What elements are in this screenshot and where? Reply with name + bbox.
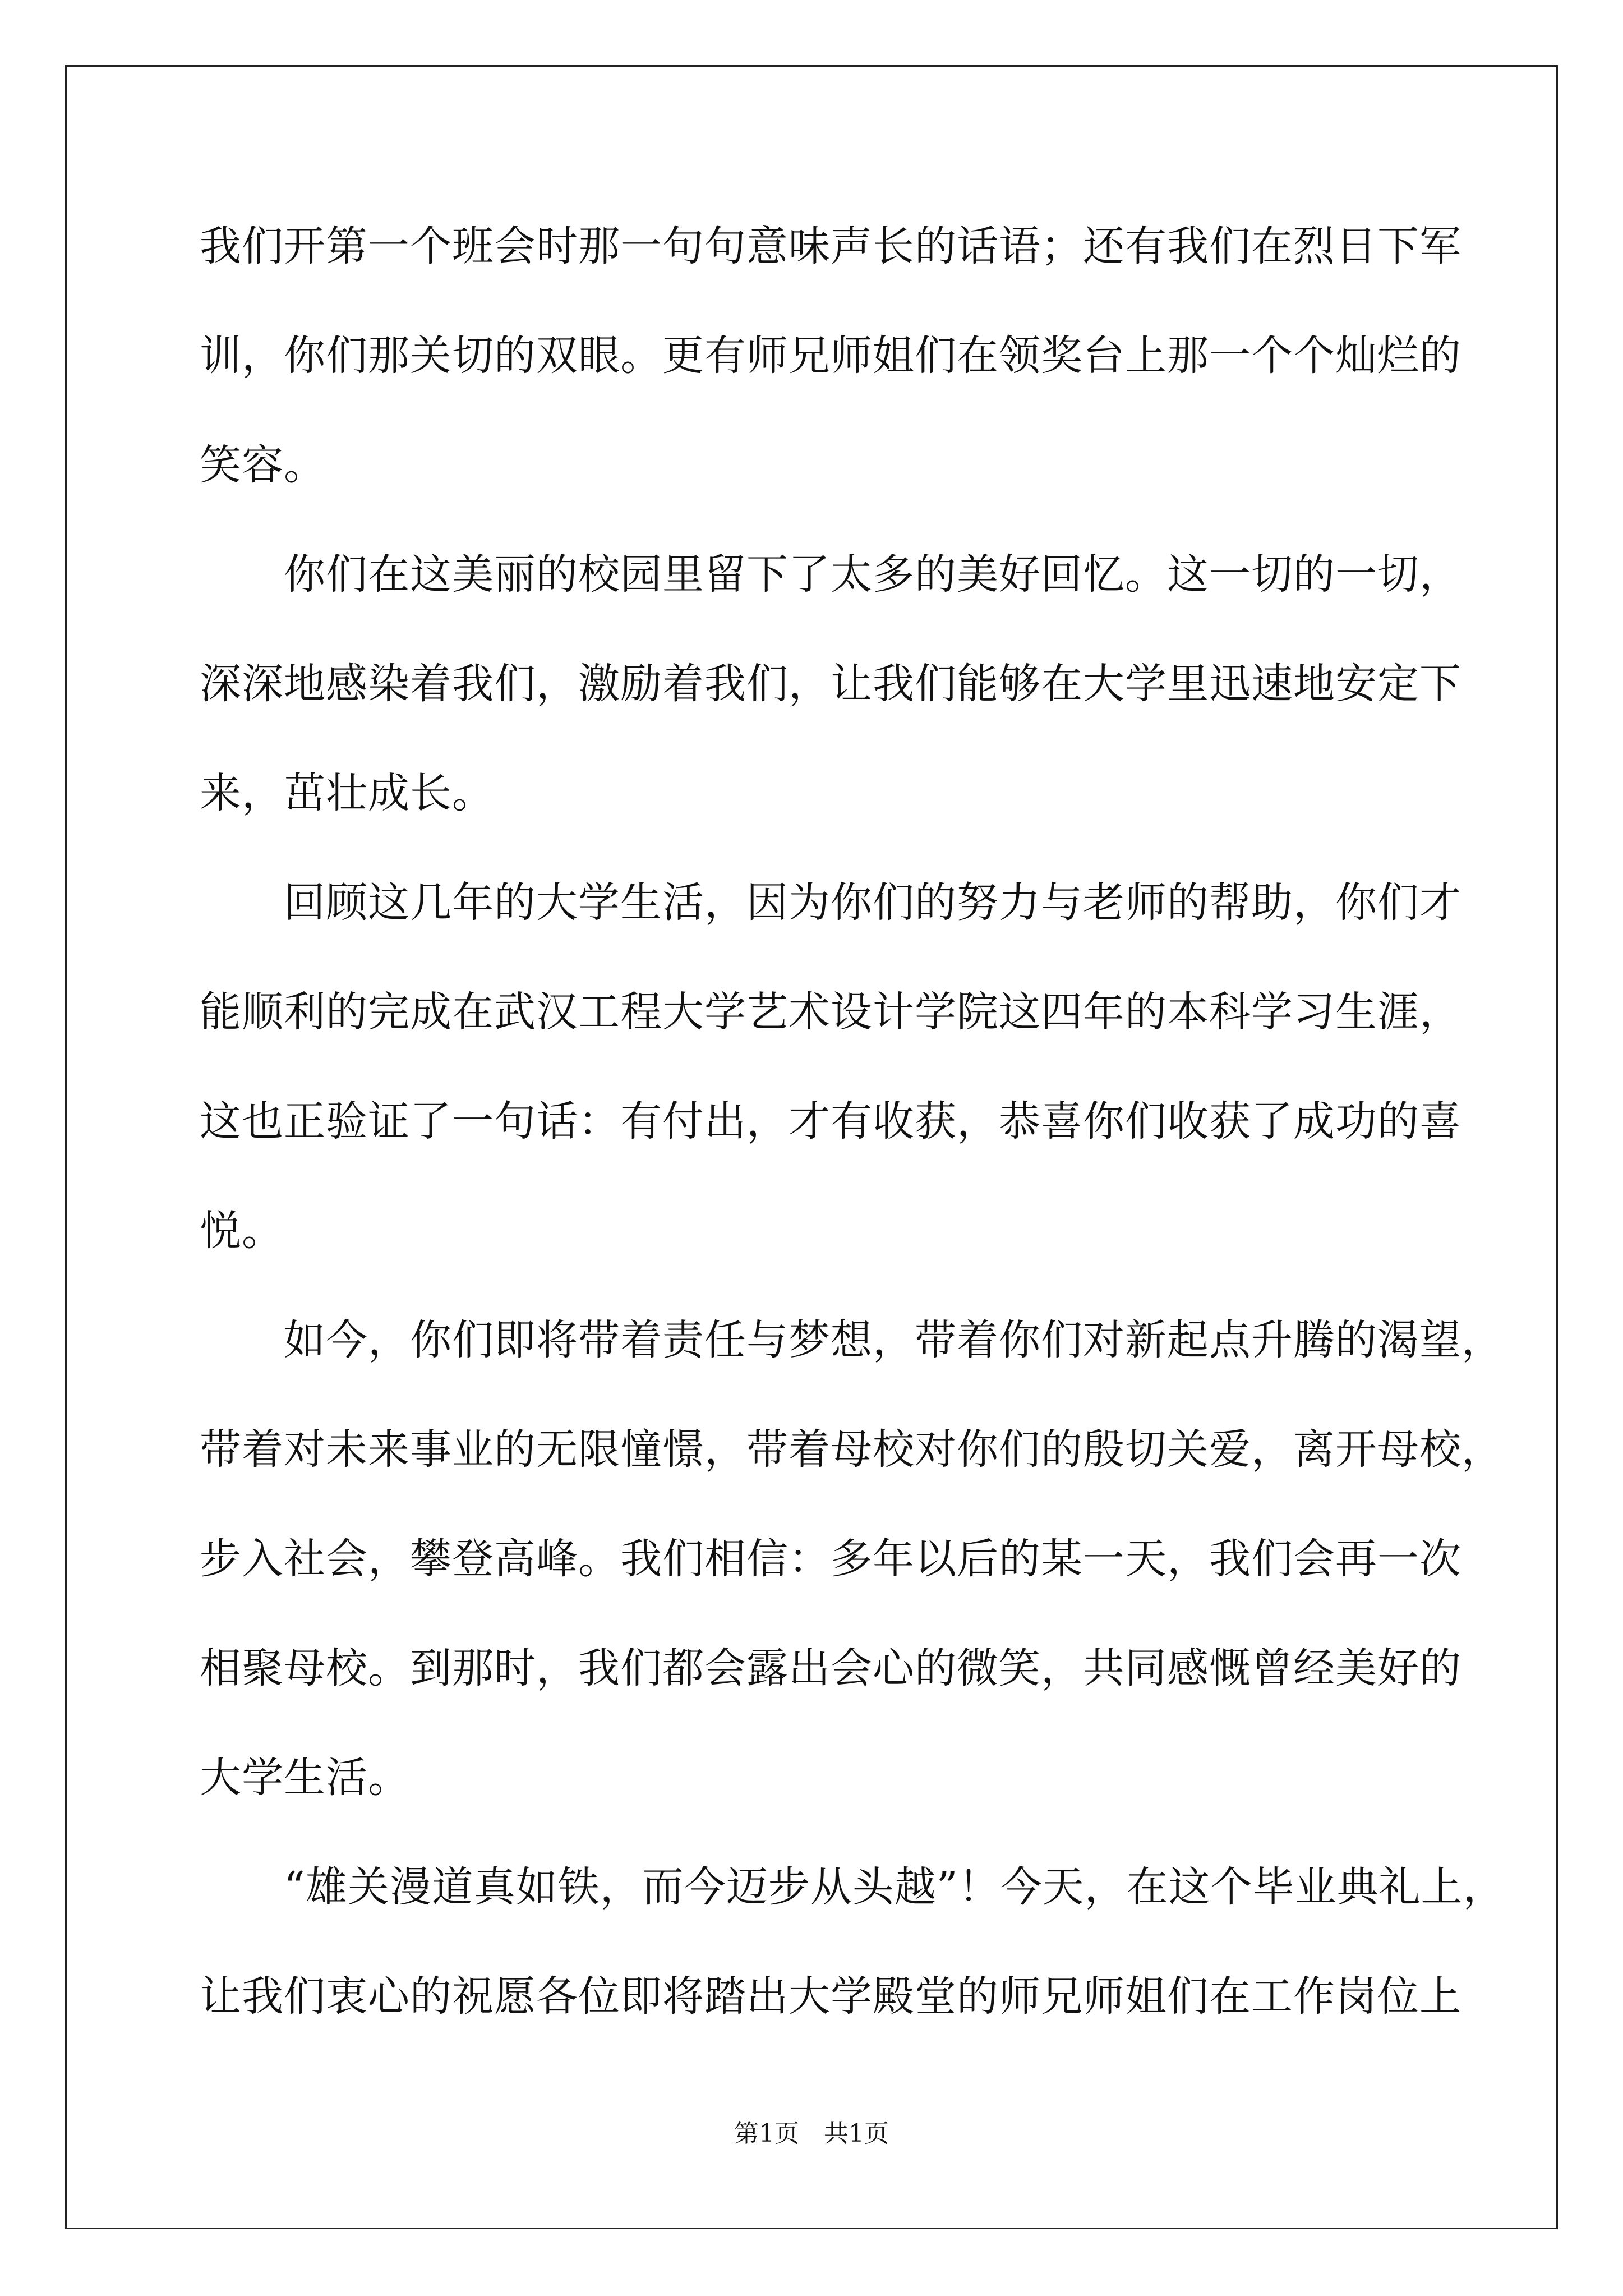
text-line: 悦。 [200, 1207, 284, 1255]
text-line: 来，茁壮成长。 [200, 769, 494, 817]
text-line: 深深地感染着我们，激励着我们，让我们能够在大学里迅速地安定下 [200, 660, 1461, 708]
text-line: 让我们衷心的祝愿各位即将踏出大学殿堂的师兄师姐们在工作岗位上 [200, 1972, 1461, 2021]
text-line: 我们开第一个班会时那一句句意味声长的话语；还有我们在烈日下军 [200, 222, 1461, 270]
text-line: 大学生活。 [200, 1754, 410, 1802]
text-line: 这也正验证了一句话：有付出，才有收获，恭喜你们收获了成功的喜 [200, 1097, 1461, 1145]
text-line: “雄关漫道真如铁，而今迈步从头越”！今天，在这个毕业典礼上， [200, 1863, 1505, 1911]
text-line: 你们在这美丽的校园里留下了太多的美好回忆。这一切的一切， [200, 550, 1461, 599]
text-line: 回顾这几年的大学生活，因为你们的努力与老师的帮助，你们才 [200, 878, 1461, 927]
text-line: 步入社会，攀登高峰。我们相信：多年以后的某一天，我们会再一次 [200, 1535, 1461, 1583]
page-footer: 第1页 共1页 [734, 2119, 889, 2148]
text-line: 训，你们那关切的双眼。更有师兄师姐们在领奖台上那一个个灿烂的 [200, 332, 1461, 380]
text-line: 带着对未来事业的无限憧憬，带着母校对你们的殷切关爱，离开母校， [200, 1425, 1504, 1474]
text-line: 如今，你们即将带着责任与梦想，带着你们对新起点升腾的渴望， [200, 1316, 1504, 1364]
text-line: 笑容。 [200, 441, 326, 489]
text-line: 能顺利的完成在武汉工程大学艺术设计学院这四年的本科学习生涯， [200, 988, 1461, 1036]
text-line: 相聚母校。到那时，我们都会露出会心的微笑，共同感慨曾经美好的 [200, 1644, 1461, 1692]
